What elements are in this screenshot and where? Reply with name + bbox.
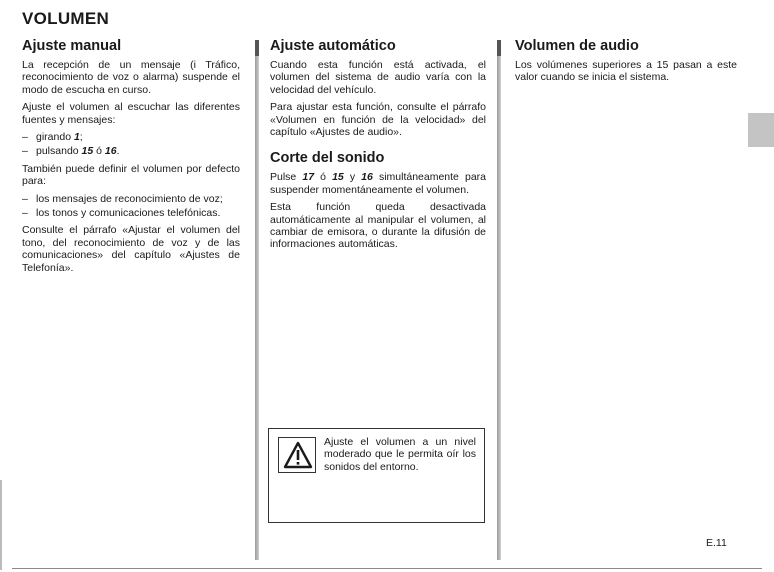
paragraph-default-volume: También puede definir el volumen por defecto para: [22, 162, 240, 188]
list-default-volume [22, 193, 240, 220]
column-manual-adjustment [22, 38, 240, 279]
text: Pulse [270, 171, 303, 184]
paragraph-message-reception: La recepción de un mensaje (i Tráfico, reconocimiento de voz o alarma) suspende el modo de escucha en curso. [22, 59, 240, 96]
heading-manual-adjustment: Ajuste manual [22, 38, 122, 54]
paragraph-speed-volume: Cuando esta función está activada, el volumen del sistema de audio varía con la velocidad del vehículo. [270, 59, 486, 96]
page-title: VOLUMEN [22, 9, 110, 28]
paragraph-adjust-volume: Ajuste el volumen al escuchar las diferentes fuentes y mensajes: [22, 101, 240, 126]
paragraph-mute-deactivation: Esta función queda desactivada automáticamente al manipular el volumen, al cambiar de emisora, o durante la difusión de informaciones automáticas. [270, 201, 486, 251]
control-reference: 16 [104, 145, 117, 158]
warning-box [268, 428, 485, 523]
paragraph-see-also-telephony: Consulte el párrafo «Ajustar el volumen del tono, del reconocimiento de voz y de las comunicaciones» del capítulo «Ajustes de Telefonía». [22, 224, 240, 274]
column-automatic-adjustment [270, 38, 486, 256]
section-thumb-tab [748, 113, 774, 147]
item-text: ; [79, 131, 83, 144]
warning-triangle-icon [278, 437, 316, 473]
heading-audio-volume: Volumen de audio [515, 38, 639, 54]
list-item: – los mensajes de reconocimiento de voz; [22, 193, 240, 205]
control-reference: 15 [332, 171, 344, 184]
column-audio-volume [515, 38, 737, 89]
bottom-rule [12, 568, 762, 569]
list-adjust-methods [22, 131, 240, 158]
item-text: pulsando [36, 145, 82, 158]
heading-mute: Corte del sonido [270, 150, 385, 167]
control-reference: 1 [73, 131, 80, 144]
text: simultáneamente para suspender momentáneamente el volumen. [270, 171, 486, 196]
item-text: . [116, 145, 120, 158]
list-item [22, 131, 240, 143]
warning-text: Ajuste el volumen a un nivel moderado que le permita oír los sonidos del entorno. [324, 436, 476, 473]
page-edge-mark [0, 480, 2, 570]
paragraph-mute-instructions [270, 171, 486, 196]
paragraph-see-also-audio: Para ajustar esta función, consulte el párrafo «Volumen en función de la velocidad» del capítulo «Ajustes de audio». [270, 101, 486, 139]
list-item [22, 145, 240, 157]
column-divider-right [497, 40, 501, 560]
control-reference: 15 [81, 145, 94, 158]
column-divider-left [255, 40, 259, 560]
control-reference: 17 [302, 171, 315, 184]
page-number: E.11 [706, 537, 727, 549]
list-item: – los tonos y comunicaciones telefónicas. [22, 207, 240, 219]
paragraph-volume-limit: Los volúmenes superiores a 15 pasan a este valor cuando se inicia el sistema. [515, 59, 737, 84]
item-text: ó [93, 145, 105, 158]
text: ó [314, 171, 333, 184]
control-reference: 16 [361, 171, 373, 184]
text: y [343, 171, 362, 184]
heading-automatic-adjustment: Ajuste automático [270, 38, 396, 54]
item-text: girando [36, 131, 74, 144]
